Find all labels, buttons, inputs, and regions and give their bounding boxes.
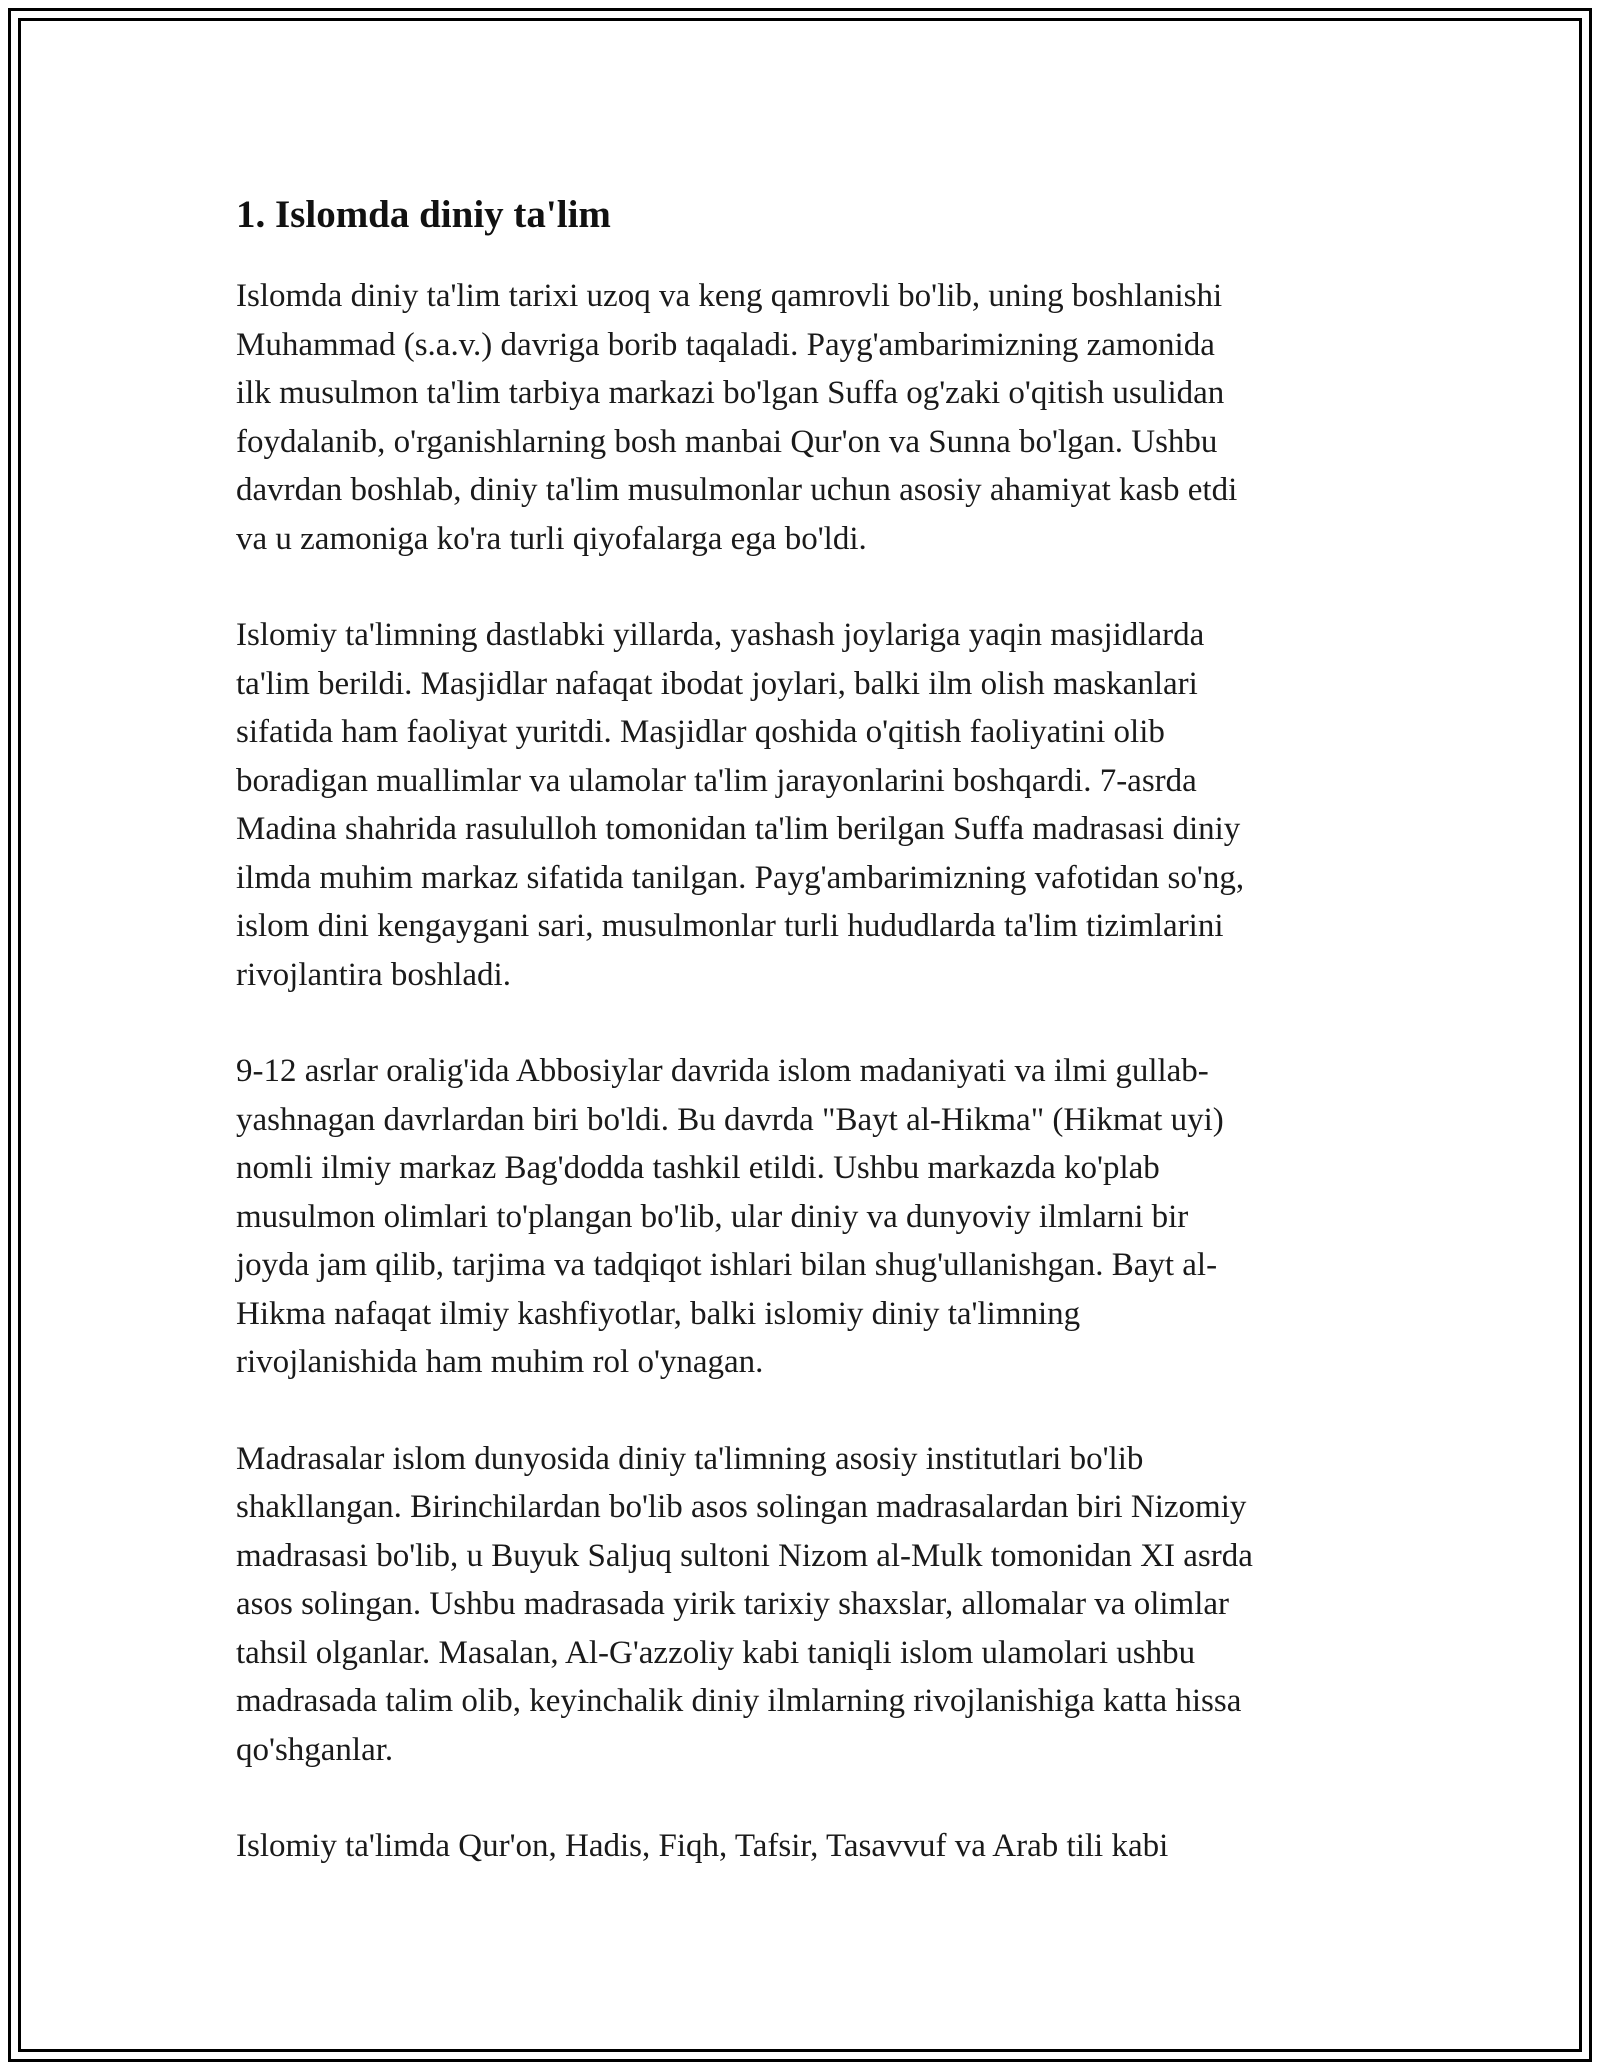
paragraph-line: joyda jam qilib, tarjima va tadqiqot ishlari bilan shug'ullanishgan. Bayt al- (236, 1247, 1218, 1283)
paragraph-line: musulmon olimlari to'plangan bo'lib, ular diniy va dunyoviy ilmlarni bir (236, 1198, 1189, 1235)
paragraph-line: Hikma nafaqat ilmiy kashfiyotlar, balki islomiy diniy ta'limning (236, 1295, 1081, 1332)
paragraph-line: madrasada talim olib, keyinchalik diniy ilmlarning rivojlanishiga katta hissa (236, 1683, 1242, 1719)
paragraph-line: Madrasalar islom dunyosida diniy ta'limning asosiy institutlari bo'lib (236, 1440, 1144, 1477)
paragraph-line: tahsil olganlar. Masalan, Al-G'azzoliy kabi taniqli islom ulamolari ushbu (236, 1634, 1196, 1671)
section-heading: 1. Islomda diniy ta'lim (236, 193, 611, 236)
paragraph-line: yashnagan davrlardan biri bo'ldi. Bu davrda "Bayt al-Hikma" (Hikmat uyi) (236, 1101, 1224, 1138)
paragraph-line: nomli ilmiy markaz Bag'dodda tashkil etildi. Ushbu markazda ko'plab (236, 1150, 1160, 1186)
paragraph-line: Islomda diniy ta'lim tarixi uzoq va keng qamrovli bo'lib, uning boshlanishi (236, 278, 1223, 314)
paragraph-line: qo'shganlar. (236, 1731, 394, 1768)
paragraph-line: 9-12 asrlar oralig'ida Abbosiylar davrida islom madaniyati va ilmi gullab- (236, 1053, 1209, 1089)
paragraph-line: madrasasi bo'lib, u Buyuk Saljuq sultoni Nizom al-Mulk tomonidan XI asrda (236, 1537, 1253, 1574)
paragraph-line: sifatida ham faoliyat yuritdi. Masjidlar qoshida o'qitish faoliyatini olib (236, 714, 1165, 750)
paragraph-line: va u zamoniga ko'ra turli qiyofalarga ega bo'ldi. (236, 520, 867, 557)
paragraph-line: ilmda muhim markaz sifatida tanilgan. Payg'ambarimizning vafotidan so'ng, (236, 859, 1245, 896)
paragraph-line: Islomiy ta'limning dastlabki yillarda, yashash joylariga yaqin masjidlarda (236, 617, 1205, 653)
paragraph-3 (236, 1047, 1386, 1387)
paragraph-5 (236, 1822, 1386, 1871)
paragraph-1 (236, 272, 1386, 563)
paragraph-2 (236, 611, 1386, 999)
paragraph-line: asos solingan. Ushbu madrasada yirik tarixiy shaxslar, allomalar va olimlar (236, 1586, 1230, 1622)
paragraph-4 (236, 1435, 1386, 1775)
paragraph-line: Madina shahrida rasululloh tomonidan ta'lim berilgan Suffa madrasasi diniy (236, 811, 1241, 847)
paragraph-line: ta'lim berildi. Masjidlar nafaqat ibodat joylari, balki ilm olish maskanlari (236, 665, 1198, 702)
paragraph-line: foydalanib, o'rganishlarning bosh manbai Qur'on va Sunna bo'lgan. Ushbu (236, 423, 1218, 460)
paragraph-line: rivojlantira boshladi. (236, 956, 511, 993)
paragraph-line: davrdan boshlab, diniy ta'lim musulmonlar uchun asosiy ahamiyat kasb etdi (236, 472, 1238, 508)
document-body (236, 187, 1386, 1919)
paragraph-line: islom dini kengaygani sari, musulmonlar turli hududlarda ta'lim tizimlarini (236, 908, 1224, 944)
paragraph-line: rivojlanishida ham muhim rol o'ynagan. (236, 1344, 764, 1380)
paragraph-line: boradigan muallimlar va ulamolar ta'lim jarayonlarini boshqardi. 7-asrda (236, 762, 1197, 799)
paragraph-line: Muhammad (s.a.v.) davriga borib taqaladi. Payg'ambarimizning zamonida (236, 326, 1215, 363)
paragraph-line: ilk musulmon ta'lim tarbiya markazi bo'lgan Suffa og'zaki o'qitish usulidan (236, 375, 1225, 411)
paragraph-line: shakllangan. Birinchilardan bo'lib asos solingan madrasalardan biri Nizomiy (236, 1489, 1247, 1525)
paragraph-line: Islomiy ta'limda Qur'on, Hadis, Fiqh, Tafsir, Tasavvuf va Arab tili kabi (236, 1828, 1169, 1864)
